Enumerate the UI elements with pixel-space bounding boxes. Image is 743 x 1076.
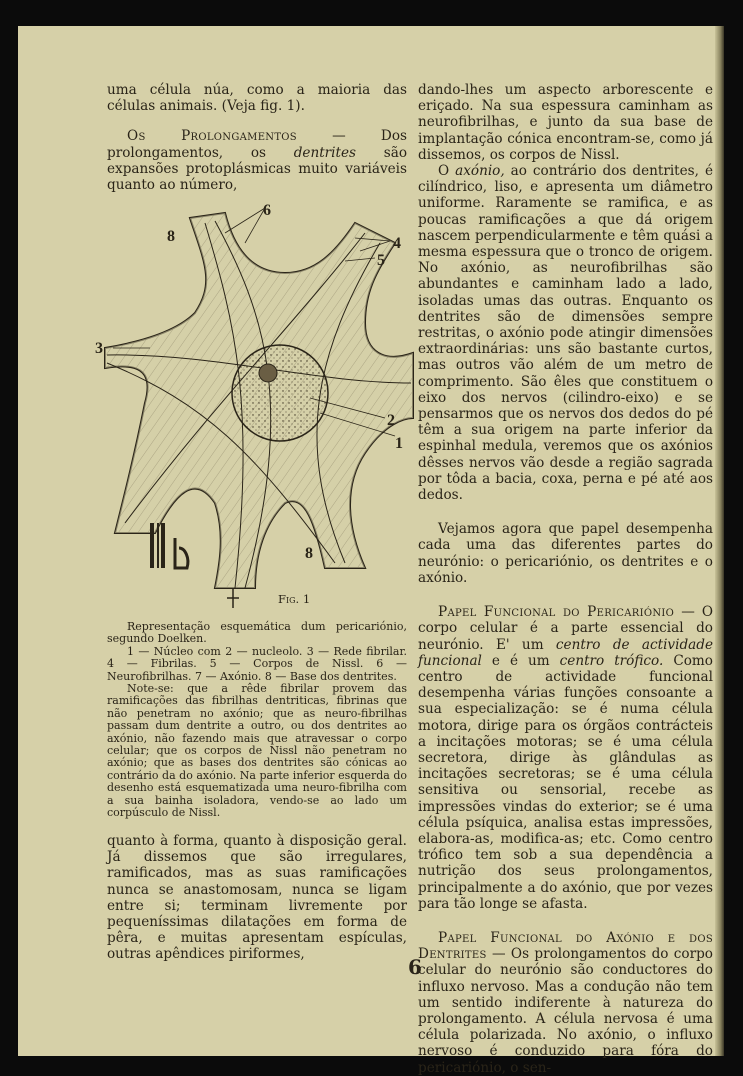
- neurofibril-schematic: [150, 523, 154, 568]
- heading-axonio-dentrites: Papel Funcional do Axónio e dos Dentrites: [418, 929, 713, 963]
- fig-label-3: 3: [95, 340, 103, 357]
- left-column-bottom: [107, 833, 407, 963]
- fig-label-6: 6: [263, 203, 271, 219]
- paragraph-axonio: O axónio, ao contrário dos dentrites, é cilíndrico, liso, e apresenta um diâmetro uniforme. Raramente se ramifica, e as poucas ramificações a que dá origem nascem perpendicularmente e têm quási a mesma espessura que o tronco de origem. No axónio, as neurofibrilhas são abundantes e caminham lado a lado, isoladas umas das outras. Enquanto os dentrites são de dimensões sempre restritas, o axónio pode atingir dimensões extraordinárias: uns são bastante curtos, mas outros vão além de um metro de comprimento. São êles que constituem o eixo dos nervos (cilindro-eixo) e se pensarmos que os nervos dos dedos do pé têm a sua origem na parte inferior da espinhal medula, veremos que os axónios dêsses nervos vão desde a região sagrada por tôda a bacia, coxa, perna e pé até aos dedos.: [418, 163, 713, 504]
- caption-note: Note-se: que a rêde fibrilar provem das ramificações das fibrilhas dentriticas, fibrinas que não penetram no axónio; que as neuro-fibrilhas passam dum dentrite a outro, ou dos dentrites ao axónio, não fazendo mais que atravessar o corpo celular; que os corpos de Nissl não penetram no axónio; que as bases dos dentrites são cónicas ao contrário da do axónio. Na parte inferior esquerda do desenho está esquematizada uma neuro-fibrilha com a sua bainha isoladora, vendo-se ao lado um corpúsculo de Nissl.: [107, 682, 407, 820]
- page-number: 6: [408, 955, 422, 979]
- fig-label-8-bottom: 8: [305, 545, 313, 562]
- nucleolus: [259, 364, 277, 382]
- paragraph-dentrites-cont: dando-lhes um aspecto arborescente e eriçado. Na sua espessura caminham as neurofibrilhas, e junto da sua base de implantação cónica encontram-se, como já dissemos, os corpos de Nissl.: [418, 82, 713, 163]
- fig-label-1: 1: [395, 435, 403, 452]
- caption-legend: 1 — Núcleo com 2 — nucleolo. 3 — Rede fibrilar. 4 — Fibrilas. 5 — Corpos de Nissl. 6 — Neurofibrilhas. 7 — Axónio. 8 — Base dos dentrites.: [107, 644, 407, 683]
- fig-label-5: 5: [377, 252, 385, 269]
- paragraph-prolongamentos: Os Prolongamentos — Dos prolongamentos, os dentrites são expansões protoplásmicas muito variáveis quanto ao número,: [107, 128, 407, 194]
- figure-caption: [107, 621, 407, 820]
- nissl-corpuscle: [175, 538, 188, 568]
- paragraph-dentrites-form: quanto à forma, quanto à disposição geral. Já dissemos que são irregulares, ramificados, mas as suas ramificações nunca se anastomosam, nunca se ligam entre si; terminam livremente por pequeníssimas dilatações em forma de pêra, e muitas apresentam espículas, outras apêndices piriformes,: [107, 833, 407, 963]
- page-edge: [715, 26, 724, 1056]
- fig-label-8-top: 8: [167, 228, 175, 245]
- caption-title: Representação esquemática dum pericariónio, segundo Doelken.: [107, 620, 407, 646]
- fig-label-4: 4: [393, 235, 401, 252]
- figure-1: [95, 203, 415, 613]
- nucleus: [232, 345, 328, 441]
- paragraph-pericarionio: Papel Funcional do Pericariónio — O corpo celular é a parte essencial do neurónio. E' um centro de actividade funcional e é um centro trófico. Como centro de actividade funcional desempenha várias funções consoante a sua especialização: se é numa célula motora, dirige para os órgãos contrácteis a incitações motoras; se é uma célula secretora, dirige às glândulas as incitações secretoras; se é uma célula sensitiva ou sensorial, recebe as impressões vindas do exterior; se é uma célula psíquica, analisa estas impressões, elabora-as, modifica-as; etc. Como centro trófico tem sob a sua dependência a nutrição dos seus prolongamentos, principalmente a do axónio, que por vezes para tão longe se afasta.: [418, 604, 714, 912]
- fig-label-2: 2: [387, 412, 395, 429]
- heading-pericarionio: Papel Funcional do Pericariónio: [438, 604, 675, 621]
- paragraph-vejamos: Vejamos agora que papel desempenha cada uma das diferentes partes do neurónio: o pericariónio, os dentrites e o axónio.: [418, 521, 713, 586]
- neuron-illustration: [95, 203, 415, 613]
- paragraph-axonio-dentrites: Papel Funcional do Axónio e dos Dentrites — Os prolongamentos do corpo celular do neurónio são conductores do influxo nervoso. Mas a condução não tem um sentido indiferente à natureza do prolongamento. A célula nervosa é uma célula polarizada. No axónio, o influxo nervoso é conduzido para fóra do pericariónio, o sen-: [418, 929, 713, 1076]
- right-column: [418, 82, 713, 1076]
- paragraph-cell-intro: uma célula núa, como a maioria das células animais. (Veja fig. 1).: [107, 82, 407, 115]
- figure-label: Fig. 1: [278, 592, 311, 606]
- left-column-top: [107, 82, 407, 193]
- heading-prolongamentos: Os Prolongamentos: [127, 128, 297, 145]
